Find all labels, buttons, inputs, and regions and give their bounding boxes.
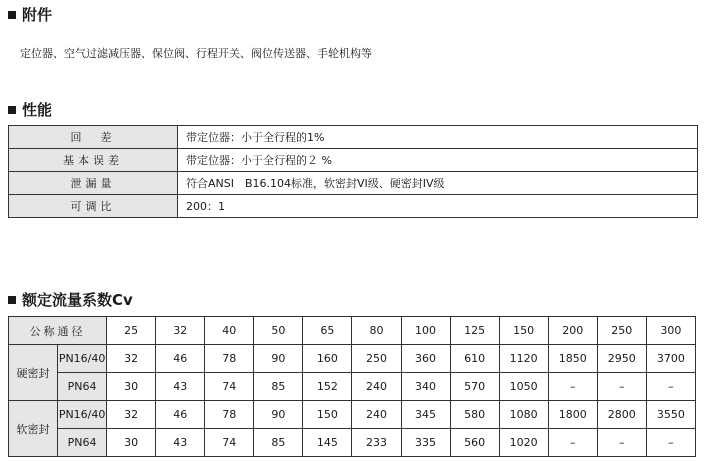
square-bullet-icon bbox=[8, 106, 16, 114]
pn-label: PN64 bbox=[58, 373, 107, 401]
table-row bbox=[9, 195, 698, 218]
cv-cell: – bbox=[548, 373, 597, 401]
cv-cell: 335 bbox=[401, 429, 450, 457]
cv-cell: 1120 bbox=[499, 345, 548, 373]
cv-cell: 90 bbox=[254, 401, 303, 429]
cv-cell: 570 bbox=[450, 373, 499, 401]
cv-cell: – bbox=[597, 373, 646, 401]
table-row bbox=[9, 401, 696, 429]
performance-heading bbox=[8, 101, 52, 119]
cv-cell: 43 bbox=[156, 429, 205, 457]
cv-cell: 560 bbox=[450, 429, 499, 457]
row-value: 带定位器：小于全行程的２ % bbox=[178, 149, 698, 172]
table-row bbox=[9, 172, 698, 195]
table-row bbox=[9, 345, 696, 373]
cv-cell: 3550 bbox=[646, 401, 695, 429]
cv-cell: 1850 bbox=[548, 345, 597, 373]
cv-cell: 580 bbox=[450, 401, 499, 429]
pn-label: PN64 bbox=[58, 429, 107, 457]
cv-cell: – bbox=[597, 429, 646, 457]
cv-cell: 32 bbox=[107, 401, 156, 429]
cv-cell: 1800 bbox=[548, 401, 597, 429]
cv-cell: 240 bbox=[352, 401, 401, 429]
group-label: 软密封 bbox=[9, 401, 58, 457]
cv-cell: 2950 bbox=[597, 345, 646, 373]
size-cell: 300 bbox=[646, 317, 695, 345]
cv-cell: 30 bbox=[107, 373, 156, 401]
cv-cell: 3700 bbox=[646, 345, 695, 373]
cv-cell: 610 bbox=[450, 345, 499, 373]
size-cell: 50 bbox=[254, 317, 303, 345]
group-label: 硬密封 bbox=[9, 345, 58, 401]
row-label: 泄漏量 bbox=[9, 172, 178, 195]
square-bullet-icon bbox=[8, 296, 16, 304]
table-row bbox=[9, 126, 698, 149]
performance-title: 性能 bbox=[22, 101, 53, 119]
row-label: 回 差 bbox=[9, 126, 178, 149]
row-value: 符合ANSI B16.104标准，软密封VI级、硬密封IV级 bbox=[178, 172, 698, 195]
pn-label: PN16/40 bbox=[58, 345, 107, 373]
cv-cell: – bbox=[646, 429, 695, 457]
cv-cell: 78 bbox=[205, 345, 254, 373]
row-label: 基本误差 bbox=[9, 149, 178, 172]
cv-cell: 340 bbox=[401, 373, 450, 401]
size-cell: 125 bbox=[450, 317, 499, 345]
row-value: 200：1 bbox=[178, 195, 698, 218]
table-row bbox=[9, 149, 698, 172]
accessories-heading bbox=[8, 6, 52, 24]
table-row bbox=[9, 317, 696, 345]
cv-cell: 78 bbox=[205, 401, 254, 429]
nominal-size-header: 公称通径 bbox=[9, 317, 107, 345]
cv-cell: 74 bbox=[205, 429, 254, 457]
cv-cell: 360 bbox=[401, 345, 450, 373]
size-cell: 65 bbox=[303, 317, 352, 345]
size-cell: 200 bbox=[548, 317, 597, 345]
size-cell: 25 bbox=[107, 317, 156, 345]
cv-cell: 90 bbox=[254, 345, 303, 373]
size-cell: 250 bbox=[597, 317, 646, 345]
performance-table bbox=[8, 125, 698, 218]
cv-cell: 250 bbox=[352, 345, 401, 373]
cv-heading bbox=[8, 291, 133, 309]
size-cell: 32 bbox=[156, 317, 205, 345]
cv-cell: 85 bbox=[254, 373, 303, 401]
cv-cell: 152 bbox=[303, 373, 352, 401]
cv-cell: 46 bbox=[156, 401, 205, 429]
cv-cell: 240 bbox=[352, 373, 401, 401]
cv-cell: 2800 bbox=[597, 401, 646, 429]
cv-cell: 160 bbox=[303, 345, 352, 373]
cv-cell: 1020 bbox=[499, 429, 548, 457]
accessories-title: 附件 bbox=[22, 6, 53, 24]
size-cell: 150 bbox=[499, 317, 548, 345]
size-cell: 100 bbox=[401, 317, 450, 345]
cv-cell: 1080 bbox=[499, 401, 548, 429]
cv-cell: 46 bbox=[156, 345, 205, 373]
table-row bbox=[9, 373, 696, 401]
square-bullet-icon bbox=[8, 11, 16, 19]
cv-cell: 150 bbox=[303, 401, 352, 429]
cv-title: 额定流量系数Cv bbox=[22, 291, 133, 309]
accessories-text: 定位器、空气过滤减压器、保位阀、行程开关、阀位传送器、手轮机构等 bbox=[20, 47, 372, 60]
cv-cell: – bbox=[646, 373, 695, 401]
cv-cell: 74 bbox=[205, 373, 254, 401]
cv-cell: 345 bbox=[401, 401, 450, 429]
cv-cell: 30 bbox=[107, 429, 156, 457]
cv-cell: 145 bbox=[303, 429, 352, 457]
row-label: 可调比 bbox=[9, 195, 178, 218]
cv-table bbox=[8, 316, 696, 457]
row-value: 带定位器：小于全行程的1% bbox=[178, 126, 698, 149]
table-row bbox=[9, 429, 696, 457]
size-cell: 40 bbox=[205, 317, 254, 345]
size-cell: 80 bbox=[352, 317, 401, 345]
cv-cell: – bbox=[548, 429, 597, 457]
cv-cell: 32 bbox=[107, 345, 156, 373]
cv-cell: 43 bbox=[156, 373, 205, 401]
cv-cell: 85 bbox=[254, 429, 303, 457]
cv-cell: 233 bbox=[352, 429, 401, 457]
cv-cell: 1050 bbox=[499, 373, 548, 401]
pn-label: PN16/40 bbox=[58, 401, 107, 429]
